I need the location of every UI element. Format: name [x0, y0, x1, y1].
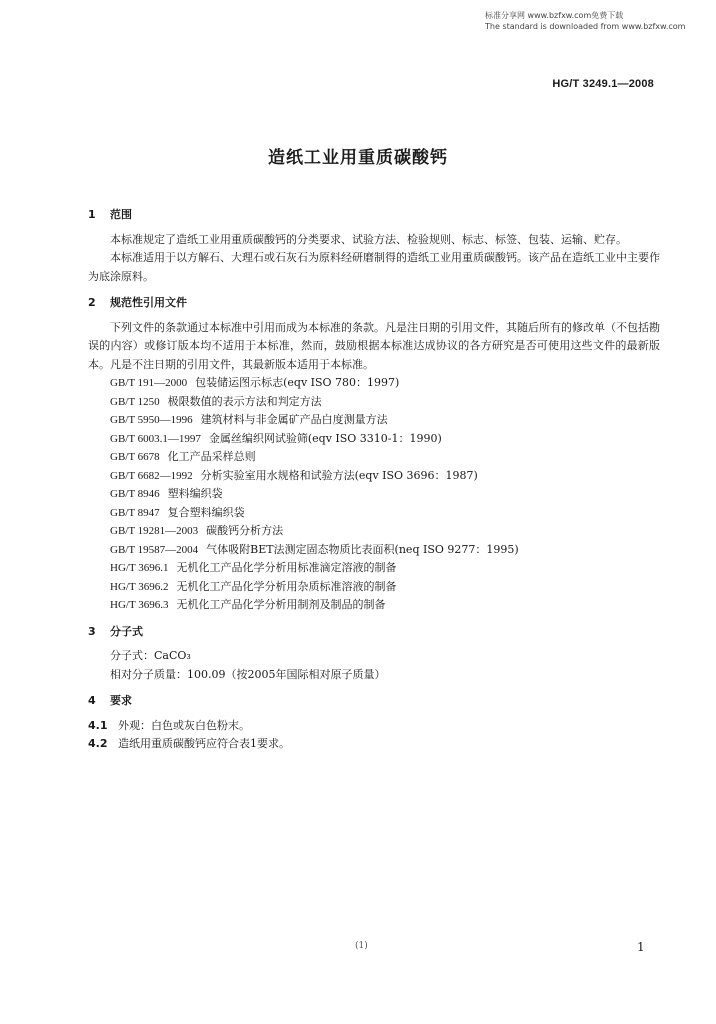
reference-name: 化工产品采样总则: [167, 450, 256, 463]
reference-name: 金属丝编织网试验筛(eqv ISO 3310-1：1990): [208, 431, 442, 445]
section-number: 3: [88, 624, 96, 638]
reference-code: GB/T 8947: [110, 506, 160, 519]
reference-item: [110, 393, 660, 412]
reference-name: 极限数值的表示方法和判定方法: [167, 394, 322, 408]
reference-code: GB/T 1250: [110, 395, 160, 408]
reference-name: 分析实验室用水规格和试验方法(eqv ISO 3696：1987): [200, 468, 478, 482]
reference-code: GB/T 6682—1992: [110, 469, 193, 482]
document-title: 造纸工业用重质碳酸钙: [268, 148, 448, 168]
watermark-line-2: The standard is downloaded from www.bzfxw.com: [485, 22, 686, 31]
requirement-number: 4.2: [88, 737, 108, 750]
reference-item: [110, 504, 660, 523]
molecular-mass: 相对分子质量：100.09（按2005年国际相对原子质量）: [110, 667, 386, 681]
reference-name: 复合塑料编织袋: [167, 505, 245, 519]
reference-item: [110, 559, 660, 578]
reference-item: [110, 522, 660, 541]
reference-code: GB/T 19587—2004: [110, 543, 199, 556]
section-number: 2: [88, 296, 96, 309]
reference-code: GB/T 191—2000: [110, 377, 188, 389]
reference-name: 包装储运图示标志(eqv ISO 780：1997): [195, 376, 400, 389]
reference-name: 无机化工产品化学分析用杂质标准溶液的制备: [176, 579, 397, 593]
section-number: 4: [88, 694, 96, 707]
section-number: 1: [88, 208, 96, 221]
reference-item: [110, 374, 660, 393]
requirement-text: 造纸用重质碳酸钙应符合表1要求。: [118, 737, 290, 750]
reference-item: [110, 411, 660, 430]
watermark-line-1: 标准分享网 www.bzfxw.com免费下载: [485, 11, 624, 20]
reference-code: HG/T 3696.1: [110, 562, 169, 574]
reference-name: 无机化工产品化学分析用标准滴定溶液的制备: [176, 561, 397, 574]
reference-item: [110, 578, 660, 597]
reference-name: 塑料编织袋: [167, 487, 223, 500]
reference-code: GB/T 19281—2003: [110, 525, 199, 537]
reference-code: GB/T 6003.1—1997: [110, 432, 201, 445]
requirement-item: [88, 717, 660, 736]
reference-item: [110, 541, 660, 560]
reference-item: [110, 448, 660, 467]
document-body: [88, 198, 660, 754]
reference-item: [110, 467, 660, 486]
section-1-paragraph-1: 本标准规定了造纸工业用重质碳酸钙的分类要求、试验方法、检验规则、标志、标签、包装、运输、贮存。: [110, 232, 627, 246]
requirement-text: 外观：白色或灰白色粉末。: [118, 718, 250, 732]
section-1-paragraph-2: 本标准适用于以方解石、大理石或石灰石为原料经研磨制得的造纸工业用重质碳酸钙。该产品在造纸工业中主要作为底涂原料。: [88, 251, 660, 283]
section-title: 范围: [110, 208, 132, 221]
page-number: 1: [637, 940, 645, 954]
section-title: 要求: [110, 694, 132, 707]
reference-name: 无机化工产品化学分析用制剂及制品的制备: [176, 598, 386, 611]
section-2-heading: [88, 294, 660, 313]
section-title: 规范性引用文件: [110, 296, 187, 309]
reference-item: [110, 485, 660, 504]
section-2-paragraph: 下列文件的条款通过本标准中引用而成为本标准的条款。凡是注日期的引用文件，其随后所有的修改单（不包括勘误的内容）或修订版本均不适用于本标准，然而，鼓励根据本标准达成协议的各方研究是否可使用这些文件的最新版本。凡是不注日期的引用文件，其最新版本适用于本标准。: [88, 320, 660, 371]
watermark: [485, 10, 685, 32]
reference-name: 建筑材料与非金属矿产品白度测量方法: [200, 413, 388, 426]
requirement-number: 4.1: [88, 718, 108, 732]
reference-code: HG/T 3696.3: [110, 599, 169, 611]
reference-item: [110, 430, 660, 449]
reference-list: [88, 374, 660, 615]
reference-code: GB/T 8946: [110, 488, 160, 500]
reference-code: HG/T 3696.2: [110, 580, 169, 593]
section-title: 分子式: [110, 624, 143, 638]
molecular-formula: 分子式：CaCO₃: [110, 649, 191, 662]
reference-item: [110, 596, 660, 615]
reference-code: GB/T 5950—1996: [110, 414, 193, 426]
standard-number: HG/T 3249.1—2008: [552, 78, 654, 90]
section-3-heading: [88, 623, 660, 642]
requirement-item: [88, 735, 660, 754]
reference-name: 气体吸附BET法测定固态物质比表面积(neq ISO 9277：1995): [206, 542, 519, 556]
footer-sequence: (1): [355, 941, 368, 951]
section-4-heading: [88, 692, 660, 711]
reference-code: GB/T 6678: [110, 451, 160, 463]
section-1-heading: [88, 206, 660, 225]
reference-name: 碳酸钙分析方法: [206, 524, 284, 537]
